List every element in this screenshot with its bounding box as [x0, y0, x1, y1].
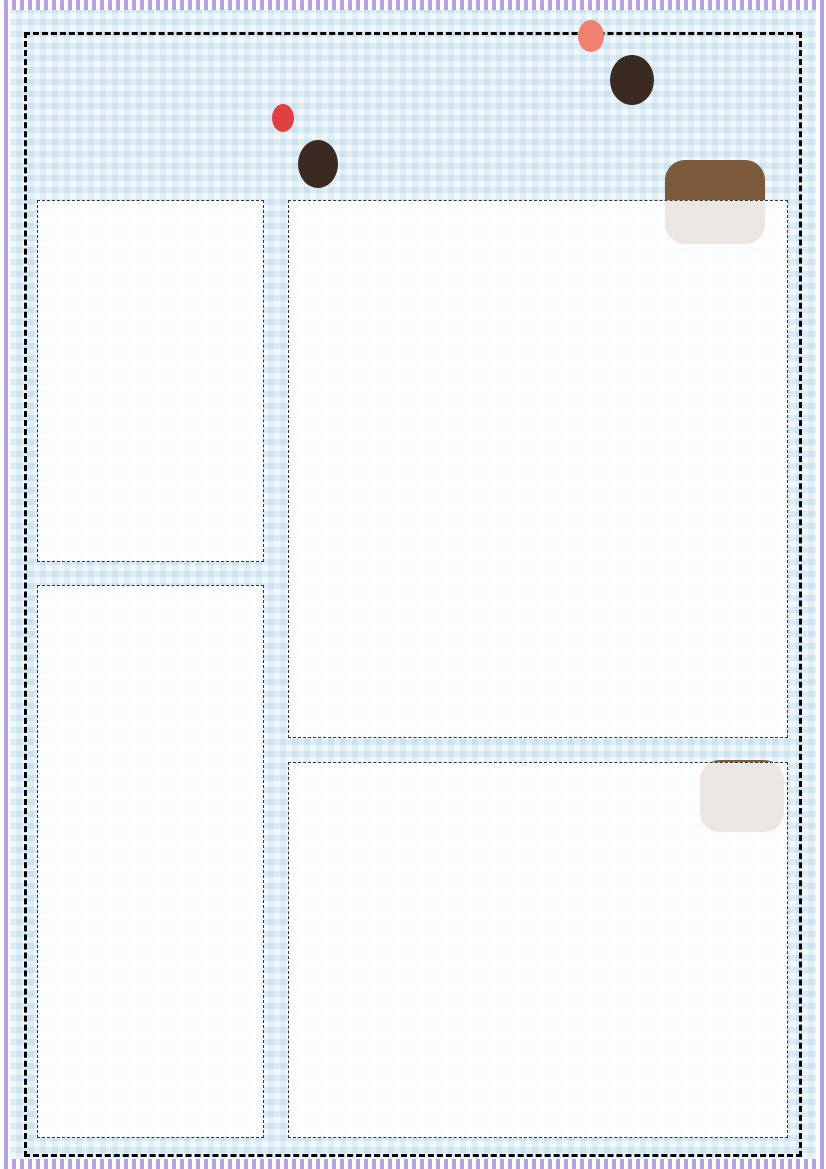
section-c-box	[37, 585, 264, 1138]
section-b-box	[288, 200, 788, 738]
girl-with-balloon-image	[610, 55, 654, 105]
section-a-box	[37, 200, 264, 562]
balloon-icon	[578, 20, 604, 52]
red-balloon-icon	[272, 104, 294, 132]
section-d-box	[288, 762, 788, 1138]
boy-with-balloon-image	[298, 140, 338, 188]
